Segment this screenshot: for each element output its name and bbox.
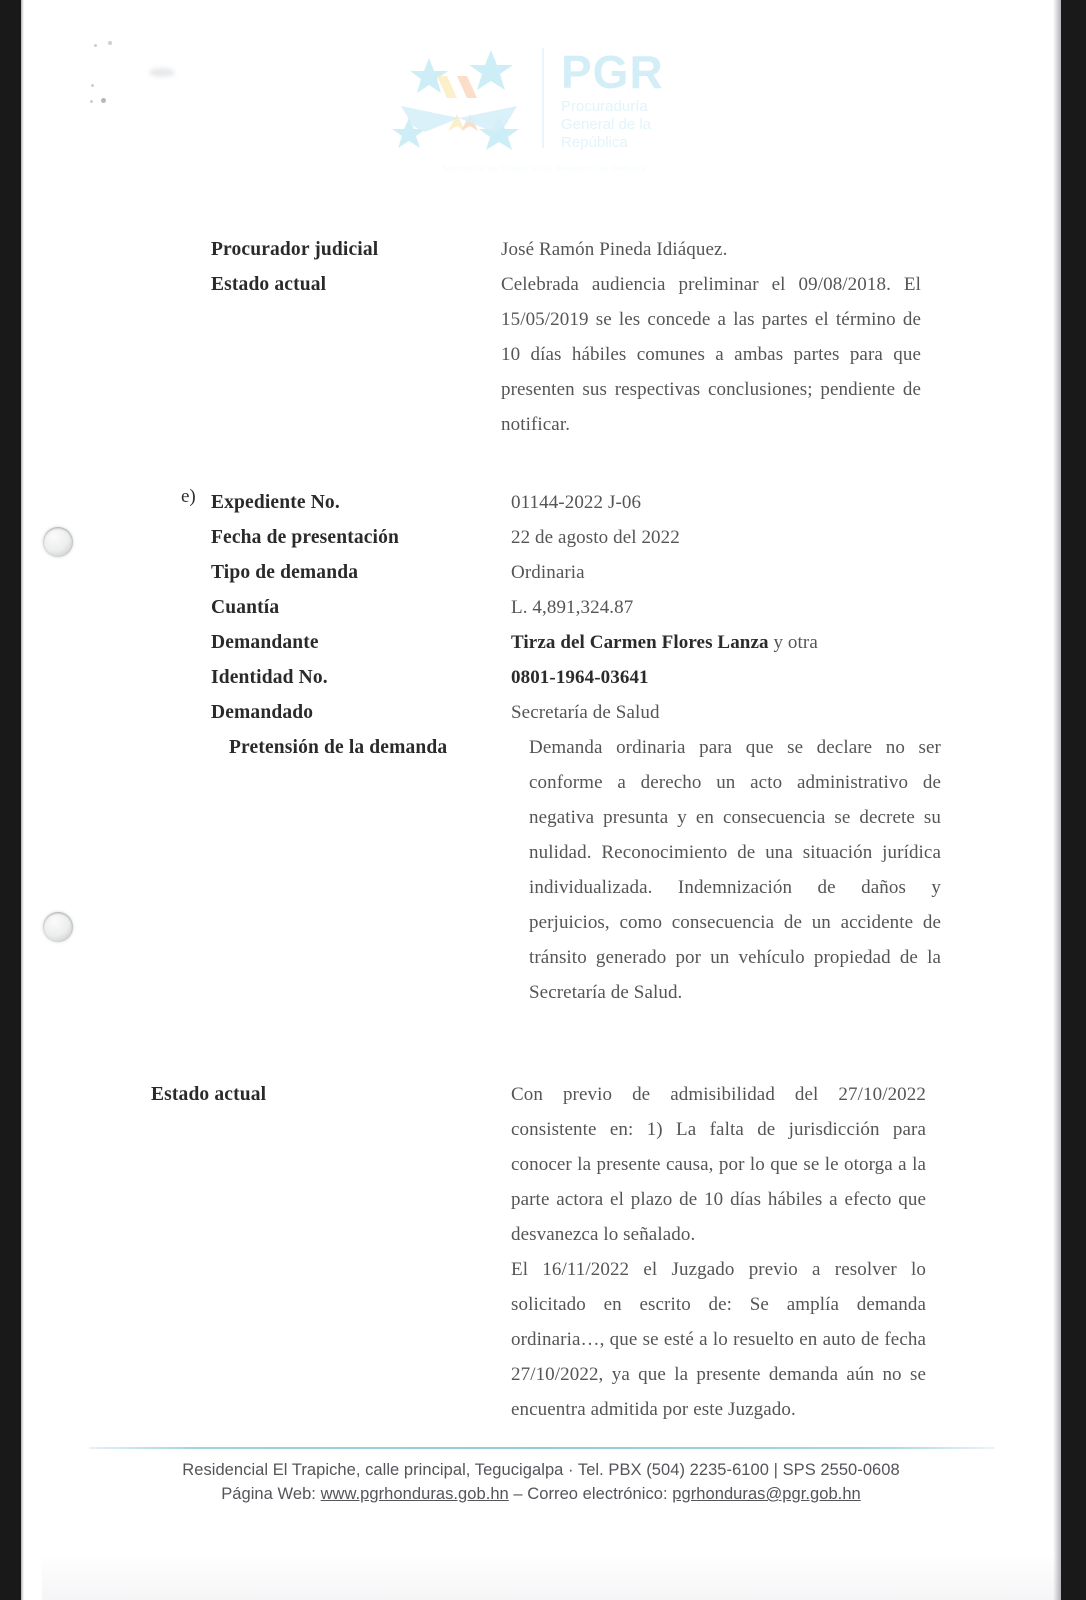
field-label: Demandado bbox=[211, 702, 314, 723]
scan-speck bbox=[108, 41, 112, 45]
top-info-block bbox=[211, 232, 971, 442]
field-label: Fecha de presentación bbox=[211, 527, 400, 548]
footer bbox=[21, 1458, 1061, 1506]
field-label: Expediente No. bbox=[211, 492, 340, 513]
expediente-block bbox=[181, 485, 971, 1010]
pgr-logo-icon bbox=[391, 36, 691, 160]
footer-website-link[interactable]: www.pgrhonduras.gob.hn bbox=[320, 1485, 509, 1503]
scan-speck bbox=[91, 84, 94, 87]
demandante-name: Tirza del Carmen Flores Lanza bbox=[511, 632, 769, 653]
field-value: Secretaría de Salud bbox=[511, 702, 660, 723]
footer-address-line: Residencial El Trapiche, calle principal, Tegucigalpa · Tel. PBX (504) 2235-6100 | SPS 2550-0608 bbox=[182, 1461, 900, 1479]
hole-punch-mark bbox=[43, 912, 73, 942]
field-value: 01144-2022 J-06 bbox=[511, 492, 642, 513]
field-label: Pretensión de la demanda bbox=[229, 737, 448, 758]
logo-tagline: Secretaría de Estado en el Despacho de Defensa bbox=[442, 164, 646, 173]
scan-speck bbox=[94, 44, 97, 47]
svg-text:Procuraduría: Procuraduría bbox=[561, 98, 648, 115]
field-value bbox=[511, 1077, 926, 1427]
scan-speck bbox=[101, 98, 106, 103]
list-marker-spacer bbox=[181, 695, 211, 696]
estado-paragraph-2: El 16/11/2022 el Juzgado previo a resolver lo solicitado en escrito de: Se amplía demanda ordinaria…, que se esté a lo resuelto en auto de fecha 27/10/2022, ya que la presente demanda aún no se encuentra admitida por este Juzgado. bbox=[511, 1259, 926, 1420]
list-marker-spacer bbox=[181, 590, 211, 591]
field-label: Cuantía bbox=[211, 597, 280, 618]
footer-email-label: – Correo electrónico: bbox=[508, 1485, 673, 1503]
scan-smudge bbox=[149, 68, 175, 77]
field-label: Demandante bbox=[211, 632, 319, 653]
field-row-estado-actual bbox=[211, 267, 971, 442]
field-value: Ordinaria bbox=[511, 562, 585, 583]
field-label: Identidad No. bbox=[211, 667, 328, 688]
field-row-demandante bbox=[181, 625, 971, 660]
list-marker-spacer bbox=[181, 660, 211, 661]
estado-paragraph-1: Con previo de admisibilidad del 27/10/2022 consistente en: 1) La falta de jurisdicción para conocer la presente causa, por lo que se le otorga a la parte actora el plazo de 10 días hábiles a efecto que desvanezca lo señalado. bbox=[511, 1084, 926, 1245]
document-page bbox=[21, 0, 1061, 1600]
field-value: 22 de agosto del 2022 bbox=[511, 527, 680, 548]
list-marker-spacer bbox=[181, 730, 211, 731]
list-marker-spacer bbox=[181, 555, 211, 556]
hole-punch-mark bbox=[43, 527, 73, 557]
letterhead bbox=[21, 36, 1061, 186]
svg-text:PGR: PGR bbox=[561, 46, 664, 98]
field-value: Demanda ordinaria para que se declare no ser conforme a derecho un acto administrativo de negativa presunta y en consecuencia se decrete su nulidad. Reconocimiento de una situación jurídica individualizada. Indemnización de daños y perjuicios, como consecuencia de un accidente de tránsito generado por un vehículo propiedad de la Secretaría de Salud. bbox=[529, 737, 941, 1003]
field-value: Celebrada audiencia preliminar el 09/08/2018. El 15/05/2019 se les concede a las partes el término de 10 días hábiles comunes a ambas partes para que presenten sus respectivas conclusiones; pendiente de notificar. bbox=[501, 274, 921, 435]
svg-text:General de la: General de la bbox=[561, 116, 652, 133]
field-row-estado-actual-final bbox=[151, 1077, 971, 1427]
field-value bbox=[511, 625, 923, 660]
field-row-identidad-no bbox=[181, 660, 971, 695]
field-value: 0801-1964-03641 bbox=[511, 667, 649, 688]
field-label: Procurador judicial bbox=[211, 239, 379, 260]
pgr-logo bbox=[391, 36, 691, 186]
footer-email-link[interactable]: pgrhonduras@pgr.gob.hn bbox=[672, 1485, 861, 1503]
list-marker-spacer bbox=[181, 625, 211, 626]
field-row-fecha-presentacion bbox=[181, 520, 971, 555]
footer-web-label: Página Web: bbox=[221, 1485, 321, 1503]
field-row-procurador-judicial bbox=[211, 232, 971, 267]
field-row-cuantia bbox=[181, 590, 971, 625]
field-value: José Ramón Pineda Idiáquez. bbox=[501, 239, 728, 260]
field-label: Estado actual bbox=[211, 274, 327, 295]
field-label: Tipo de demanda bbox=[211, 562, 359, 583]
field-row-tipo-demanda bbox=[181, 555, 971, 590]
field-value: L. 4,891,324.87 bbox=[511, 597, 634, 618]
page-bottom-fade bbox=[42, 1554, 1061, 1600]
field-label: Estado actual bbox=[151, 1084, 267, 1105]
svg-text:República: República bbox=[561, 134, 628, 151]
footer-contact-line bbox=[21, 1482, 1061, 1506]
field-row-demandado bbox=[181, 695, 971, 730]
estado-actual-block bbox=[151, 1077, 971, 1427]
list-marker-spacer bbox=[181, 520, 211, 521]
field-row-pretension-demanda bbox=[181, 730, 971, 1010]
field-row-expediente-no bbox=[181, 485, 971, 520]
footer-divider bbox=[89, 1447, 995, 1449]
demandante-suffix: y otra bbox=[768, 632, 818, 653]
scan-speck bbox=[90, 100, 93, 103]
list-marker: e) bbox=[181, 486, 196, 507]
